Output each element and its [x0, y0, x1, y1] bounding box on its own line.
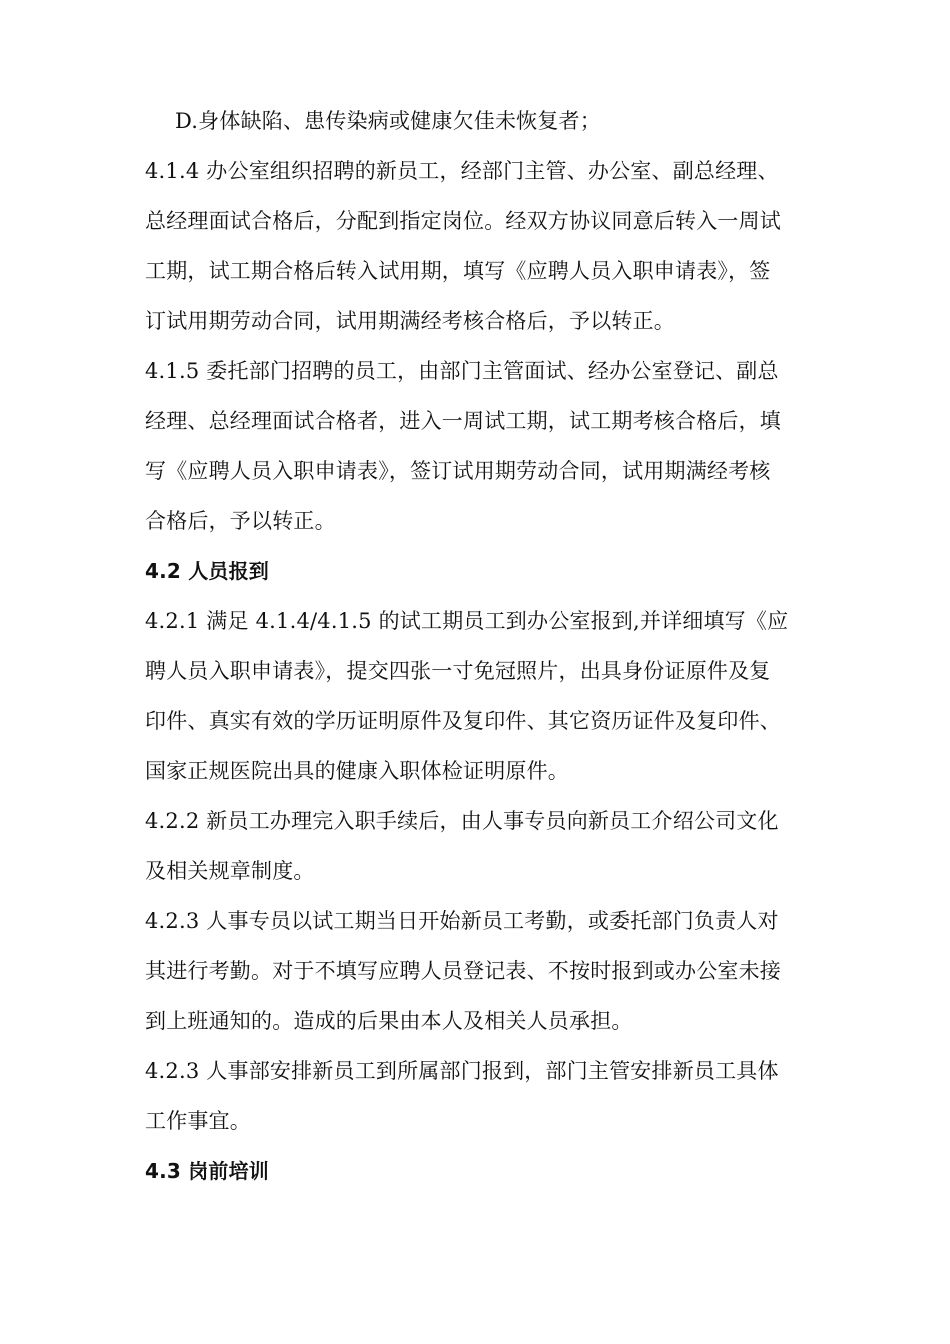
text-line: 及相关规章制度。 [145, 859, 315, 883]
text-line: 总经理面试合格后，分配到指定岗位。经双方协议同意后转入一周试 [145, 209, 781, 233]
text-line: 经理、总经理面试合格者，进入一周试工期，试工期考核合格后，填 [145, 409, 781, 433]
text-line: 工期，试工期合格后转入试用期，填写《应聘人员入职申请表》，签 [145, 259, 771, 283]
text-line-condition-d: D.身体缺陷、患传染病或健康欠佳未恢复者； [175, 109, 601, 133]
text-line: 到上班通知的。造成的后果由本人及相关人员承担。 [145, 1009, 633, 1033]
text-line: 合格后，予以转正。 [145, 509, 336, 533]
text-line: 4.2.1 满足 4.1.4/4.1.5 的试工期员工到办公室报到,并详细填写《应 [145, 609, 789, 633]
text-line: 工作事宜。 [145, 1109, 251, 1133]
text-line: 国家正规医院出具的健康入职体检证明原件。 [145, 759, 569, 783]
section-heading-4-2: 4.2 人员报到 [145, 559, 269, 583]
text-line: 4.2.3 人事专员以试工期当日开始新员工考勤，或委托部门负责人对 [145, 909, 779, 933]
text-line: 4.2.3 人事部安排新员工到所属部门报到，部门主管安排新员工具体 [145, 1059, 779, 1083]
text-line: 4.1.5 委托部门招聘的员工，由部门主管面试、经办公室登记、副总 [145, 359, 779, 383]
text-line: 4.2.2 新员工办理完入职手续后，由人事专员向新员工介绍公司文化 [145, 809, 779, 833]
text-line: 写《应聘人员入职申请表》，签订试用期劳动合同，试用期满经考核 [145, 459, 771, 483]
text-line: 订试用期劳动合同，试用期满经考核合格后，予以转正。 [145, 309, 675, 333]
text-line: 聘人员入职申请表》，提交四张一寸免冠照片，出具身份证原件及复 [145, 659, 771, 683]
text-line: 其进行考勤。对于不填写应聘人员登记表、不按时报到或办公室未接 [145, 959, 781, 983]
text-line: 印件、真实有效的学历证明原件及复印件、其它资历证件及复印件、 [145, 709, 781, 733]
text-line: 4.1.4 办公室组织招聘的新员工，经部门主管、办公室、副总经理、 [145, 159, 779, 183]
section-heading-4-3: 4.3 岗前培训 [145, 1159, 269, 1183]
